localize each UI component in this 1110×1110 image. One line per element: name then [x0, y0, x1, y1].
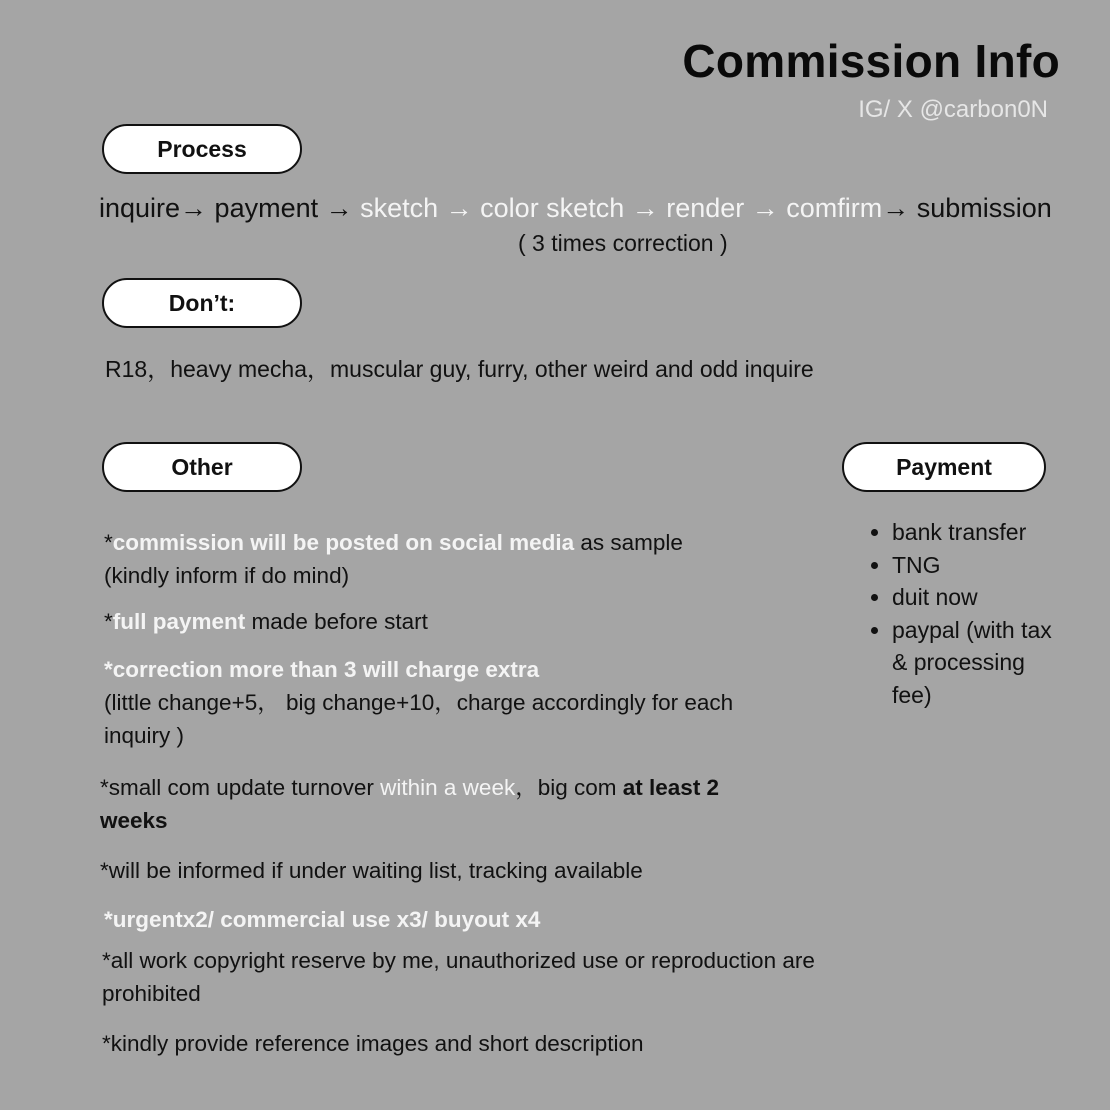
note-bold: at least 2 weeks: [100, 775, 720, 833]
page-title: Commission Info: [682, 35, 1060, 87]
process-steps-start: inquire→ payment →: [99, 193, 361, 223]
note-mid: ，big com: [515, 775, 623, 800]
note-highlight: *correction more than 3 will charge extra: [104, 657, 540, 682]
other-note-reference: *kindly provide reference images and short description: [102, 1031, 644, 1056]
social-handle: IG/ X @carbon0N: [858, 96, 1048, 123]
other-label: [102, 442, 302, 492]
other-note-pricing: [104, 903, 794, 936]
payment-methods-list: [868, 516, 1062, 711]
note-highlight: commission will be posted on social media: [112, 530, 575, 555]
payment-method: • paypal (with tax & processing fee): [892, 614, 1062, 712]
dont-label-text: Don’t:: [168, 289, 236, 316]
payment-method: • duit now: [892, 581, 1062, 614]
process-label: [102, 124, 302, 174]
note-highlight: within a week: [380, 775, 516, 800]
process-steps-highlight: sketch → color sketch → render → comfirm: [360, 193, 883, 223]
dont-text: R18，heavy mecha，muscular guy, furry, other weird and odd inquire: [105, 356, 814, 382]
note-rest: made before start: [245, 609, 428, 634]
dont-label: [102, 278, 302, 328]
note-rest: as sample: [574, 530, 683, 555]
note-highlight: urgentx2/ commercial use x3/ buyout x4: [112, 907, 541, 932]
payment-method: • TNG: [892, 549, 1062, 582]
payment-label: [842, 442, 1046, 492]
note-star: *: [104, 609, 113, 634]
note-line2: (little change+5， big change+10，charge accordingly for each inquiry ): [104, 690, 734, 748]
note-star: *: [104, 530, 113, 555]
note-line2: (kindly inform if do mind): [104, 563, 350, 588]
payment-method: • bank transfer: [892, 516, 1062, 549]
note-star: *: [104, 907, 113, 932]
process-steps-end: → submission: [882, 193, 1052, 223]
process-flow: [99, 193, 1052, 224]
other-note-copyright: *all work copyright reserve by me, unauthorized use or reproduction are prohibited: [102, 948, 815, 1006]
other-note-turnover: [100, 771, 790, 837]
note-pre: *small com update turnover: [100, 775, 381, 800]
process-note: ( 3 times correction ): [518, 230, 728, 256]
other-note-full-payment: [104, 605, 794, 638]
other-label-text: Other: [171, 453, 233, 480]
other-note-waiting-list: *will be informed if under waiting list, tracking available: [100, 858, 643, 883]
payment-label-text: Payment: [896, 453, 992, 480]
note-highlight: full payment: [112, 609, 246, 634]
other-note-social-media: [104, 526, 794, 592]
other-note-correction: [104, 653, 744, 752]
process-label-text: Process: [157, 135, 247, 162]
